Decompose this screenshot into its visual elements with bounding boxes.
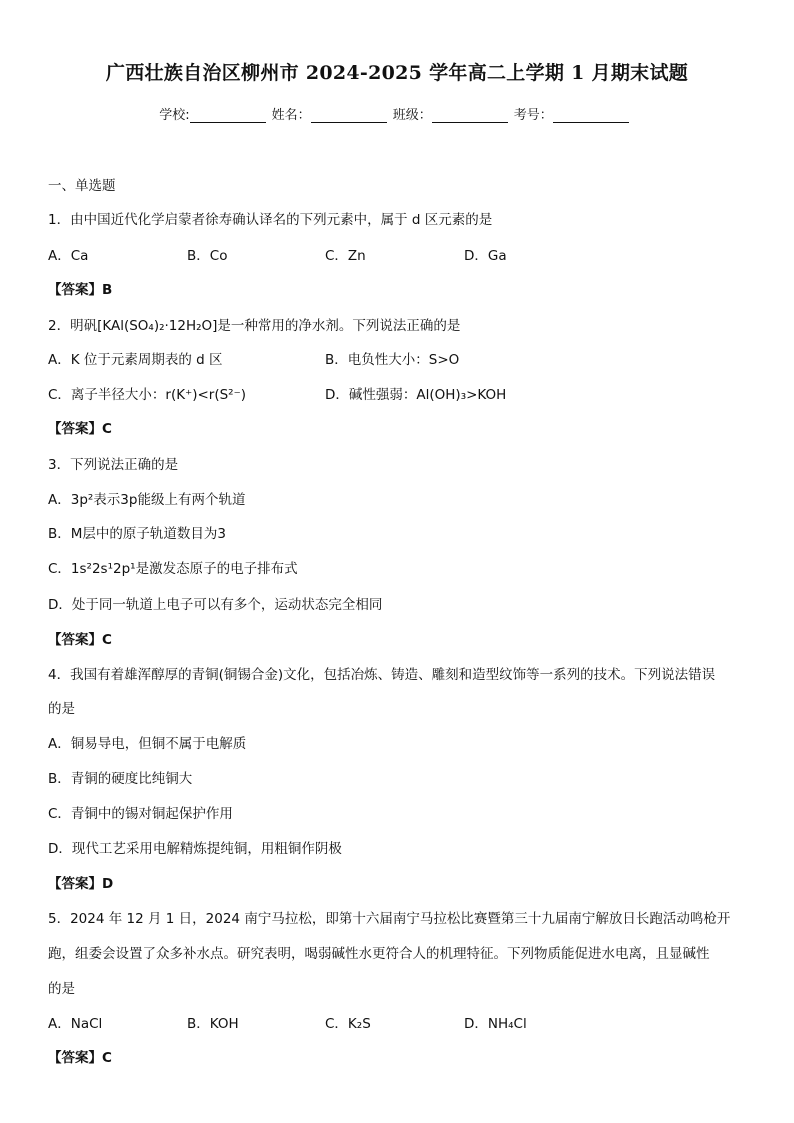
section-heading: 一、单选题 — [48, 178, 116, 194]
q3-stem: 3．下列说法正确的是 — [48, 457, 179, 473]
q2-answer: 【答案】C — [48, 421, 112, 437]
class-label: 班级： — [392, 108, 432, 123]
q4-option-b: B．青铜的硬度比纯铜大 — [48, 771, 193, 787]
class-blank[interactable] — [432, 108, 508, 123]
q3-answer: 【答案】C — [48, 632, 112, 648]
q1-answer: 【答案】B — [48, 282, 113, 298]
q1-option-b: B．Co — [187, 248, 228, 264]
q5-option-a: A．NaCl — [48, 1016, 103, 1032]
q1-stem: 1．由中国近代化学启蒙者徐寿确认译名的下列元素中，属于 d 区元素的是 — [48, 212, 493, 228]
school-label: 学校: — [159, 108, 190, 123]
q2-option-d: D．碱性强弱：Al(OH)₃>KOH — [325, 387, 507, 403]
q4-stem-line1: 4．我国有着雄浑醇厚的青铜(铜锡合金)文化，包括冶炼、铸造、雕刻和造型纹饰等一系列的技术。下列说法错误 — [48, 667, 716, 683]
q2-option-a: A．K 位于元素周期表的 d 区 — [48, 352, 223, 368]
q3-option-b: B．M层中的原子轨道数目为3 — [48, 526, 226, 542]
q3-option-c: C．1s²2s¹2p¹是激发态原子的电子排布式 — [48, 561, 298, 577]
q4-answer: 【答案】D — [48, 876, 114, 892]
q2-option-c: C．离子半径大小：r(K⁺)<r(S²⁻) — [48, 387, 246, 403]
q3-option-a: A．3p²表示3p能级上有两个轨道 — [48, 492, 246, 508]
q2-stem: 2．明矾[KAl(SO₄)₂·12H₂O]是一种常用的净水剂。下列说法正确的是 — [48, 318, 461, 334]
q4-option-d: D．现代工艺采用电解精炼提纯铜，用粗铜作阴极 — [48, 841, 342, 857]
name-label: 姓名： — [271, 108, 311, 123]
q4-stem-line2: 的是 — [48, 701, 75, 717]
q5-option-b: B．KOH — [187, 1016, 239, 1032]
q4-option-a: A．铜易导电，但铜不属于电解质 — [48, 736, 247, 752]
school-blank[interactable] — [190, 108, 266, 123]
q1-option-c: C．Zn — [325, 248, 366, 264]
q3-option-d: D．处于同一轨道上电子可以有多个，运动状态完全相同 — [48, 597, 383, 613]
q4-option-c: C．青铜中的锡对铜起保护作用 — [48, 806, 233, 822]
q1-option-d: D．Ga — [464, 248, 507, 264]
q1-option-a: A．Ca — [48, 248, 89, 264]
q5-option-d: D．NH₄Cl — [464, 1016, 527, 1032]
name-blank[interactable] — [311, 108, 387, 123]
student-info-row — [0, 104, 794, 123]
page-title: 广西壮族自治区柳州市 2024-2025 学年高二上学期 1 月期末试题 — [105, 62, 689, 84]
q5-stem-line3: 的是 — [48, 981, 75, 997]
q5-answer: 【答案】C — [48, 1050, 112, 1066]
q5-stem-line1: 5．2024 年 12 月 1 日，2024 南宁马拉松，即第十六届南宁马拉松比赛暨第三十九届南宁解放日长跑活动鸣枪开 — [48, 911, 731, 927]
q2-option-b: B．电负性大小：S>O — [325, 352, 460, 368]
number-blank[interactable] — [553, 108, 629, 123]
q5-stem-line2: 跑，组委会设置了众多补水点。研究表明，喝弱碱性水更符合人的机理特征。下列物质能促进水电离，且显碱性 — [48, 946, 710, 962]
q5-option-c: C．K₂S — [325, 1016, 371, 1032]
number-label: 考号： — [513, 108, 553, 123]
